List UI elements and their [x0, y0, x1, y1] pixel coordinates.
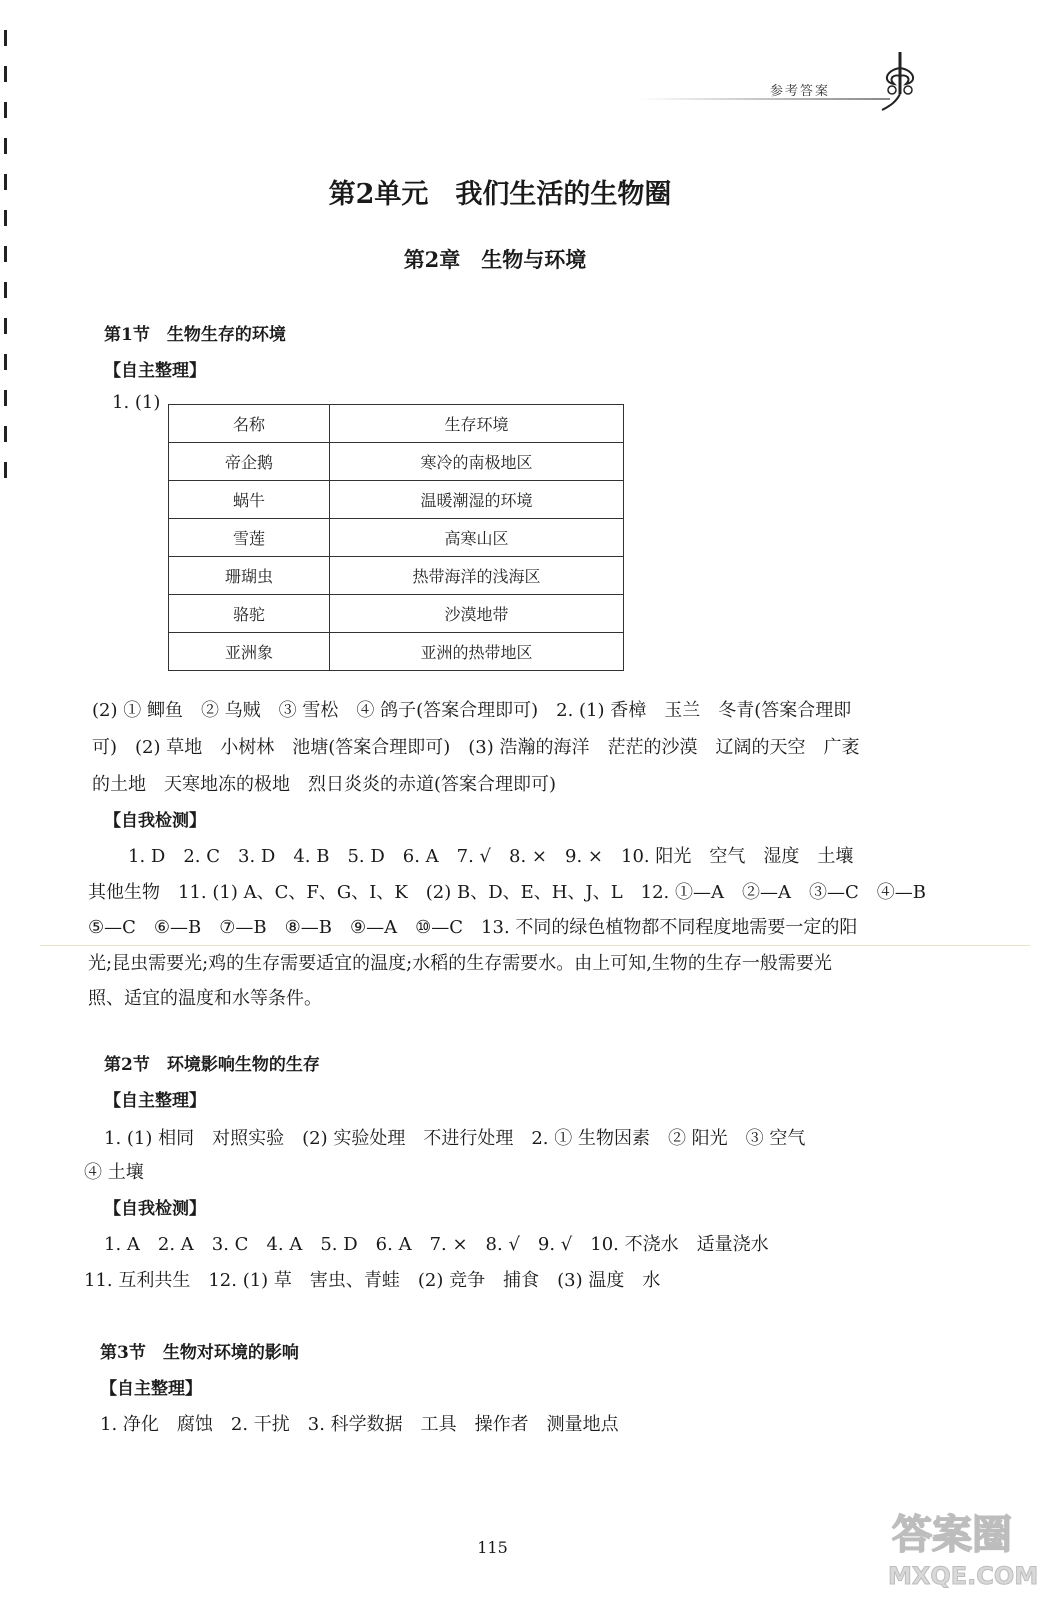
section-1-self-check-label: 【自我检测】 [104, 811, 206, 831]
section-1-self-organize-label: 【自主整理】 [104, 361, 206, 381]
table-cell: 帝企鹅 [169, 443, 330, 481]
answer-line: 11. 互利共生 12. (1) 草 害虫、青蛙 (2) 竞争 捕食 (3) 温度 水 [84, 1270, 661, 1291]
section-3-title: 第3节 生物对环境的影响 [100, 1343, 299, 1363]
answer-line: 光;昆虫需要光;鸡的生存需要适宜的温度;水稻的生存需要水。由上可知,生物的生存一般需要光 [88, 953, 832, 974]
section-1-title: 第1节 生物生存的环境 [104, 325, 286, 345]
answer-line: 其他生物 11. (1) A、C、F、G、I、K (2) B、D、E、H、J、L 12. ①—A ②—A ③—C ④—B [88, 882, 926, 903]
section-2-title: 第2节 环境影响生物的生存 [104, 1055, 320, 1075]
table-row [169, 595, 624, 633]
table-cell: 寒冷的南极地区 [330, 443, 624, 481]
table-cell: 蜗牛 [169, 481, 330, 519]
page-number: 115 [477, 1538, 508, 1557]
table-row [169, 519, 624, 557]
answer-line: 照、适宜的温度和水等条件。 [88, 988, 322, 1009]
answer-line: (2) ① 鲫鱼 ② 乌贼 ③ 雪松 ④ 鸽子(答案合理即可) 2. (1) 香樟 玉兰 冬青(答案合理即 [92, 700, 852, 721]
question-1-label: 1. (1) [112, 392, 161, 413]
table-row [169, 557, 624, 595]
habitat-table [168, 404, 624, 671]
answer-line: 1. (1) 相同 对照实验 (2) 实验处理 不进行处理 2. ① 生物因素 ② 阳光 ③ 空气 [104, 1128, 806, 1149]
table-cell: 骆驼 [169, 595, 330, 633]
table-header-environment: 生存环境 [330, 405, 624, 443]
watermark-logo [880, 1500, 1050, 1592]
table-cell: 亚洲象 [169, 633, 330, 671]
table-cell: 温暖潮湿的环境 [330, 481, 624, 519]
table-header-row [169, 405, 624, 443]
answer-line: ⑤—C ⑥—B ⑦—B ⑧—B ⑨—A ⑩—C 13. 不同的绿色植物都不同程度地需要一定的阳 [88, 917, 858, 938]
section-2-self-organize-label: 【自主整理】 [104, 1091, 206, 1111]
answer-line: 1. D 2. C 3. D 4. B 5. D 6. A 7. √ 8. × 9. × 10. 阳光 空气 湿度 土壤 [128, 846, 854, 867]
table-cell: 高寒山区 [330, 519, 624, 557]
table-cell: 珊瑚虫 [169, 557, 330, 595]
table-cell: 热带海洋的浅海区 [330, 557, 624, 595]
section-2-self-check-label: 【自我检测】 [104, 1199, 206, 1219]
table-cell: 沙漠地带 [330, 595, 624, 633]
answer-line: ④ 土壤 [84, 1162, 144, 1183]
table-cell: 亚洲的热带地区 [330, 633, 624, 671]
answer-line: 1. 净化 腐蚀 2. 干扰 3. 科学数据 工具 操作者 测量地点 [100, 1414, 619, 1435]
table-header-name: 名称 [169, 405, 330, 443]
chapter-title: 第2章 生物与环境 [403, 247, 587, 272]
ornament-icon [870, 48, 930, 114]
header-rule [640, 98, 890, 100]
header-label: 参考答案 [770, 84, 831, 99]
table-row [169, 481, 624, 519]
table-row [169, 633, 624, 671]
section-3-self-organize-label: 【自主整理】 [100, 1379, 202, 1399]
scan-crease [40, 945, 1030, 946]
unit-title: 第2单元 我们生活的生物圈 [328, 179, 672, 210]
table-cell: 雪莲 [169, 519, 330, 557]
svg-text:答案圈: 答案圈 [892, 1512, 1012, 1558]
answer-line: 的土地 天寒地冻的极地 烈日炎炎的赤道(答案合理即可) [92, 774, 557, 795]
answer-line: 1. A 2. A 3. C 4. A 5. D 6. A 7. × 8. √ 9. √ 10. 不浇水 适量浇水 [104, 1234, 769, 1255]
svg-text:MXQE.COM: MXQE.COM [888, 1562, 1039, 1590]
table-row [169, 443, 624, 481]
answer-line: 可) (2) 草地 小树林 池塘(答案合理即可) (3) 浩瀚的海洋 茫茫的沙漠 辽阔的天空 广袤 [92, 737, 860, 758]
